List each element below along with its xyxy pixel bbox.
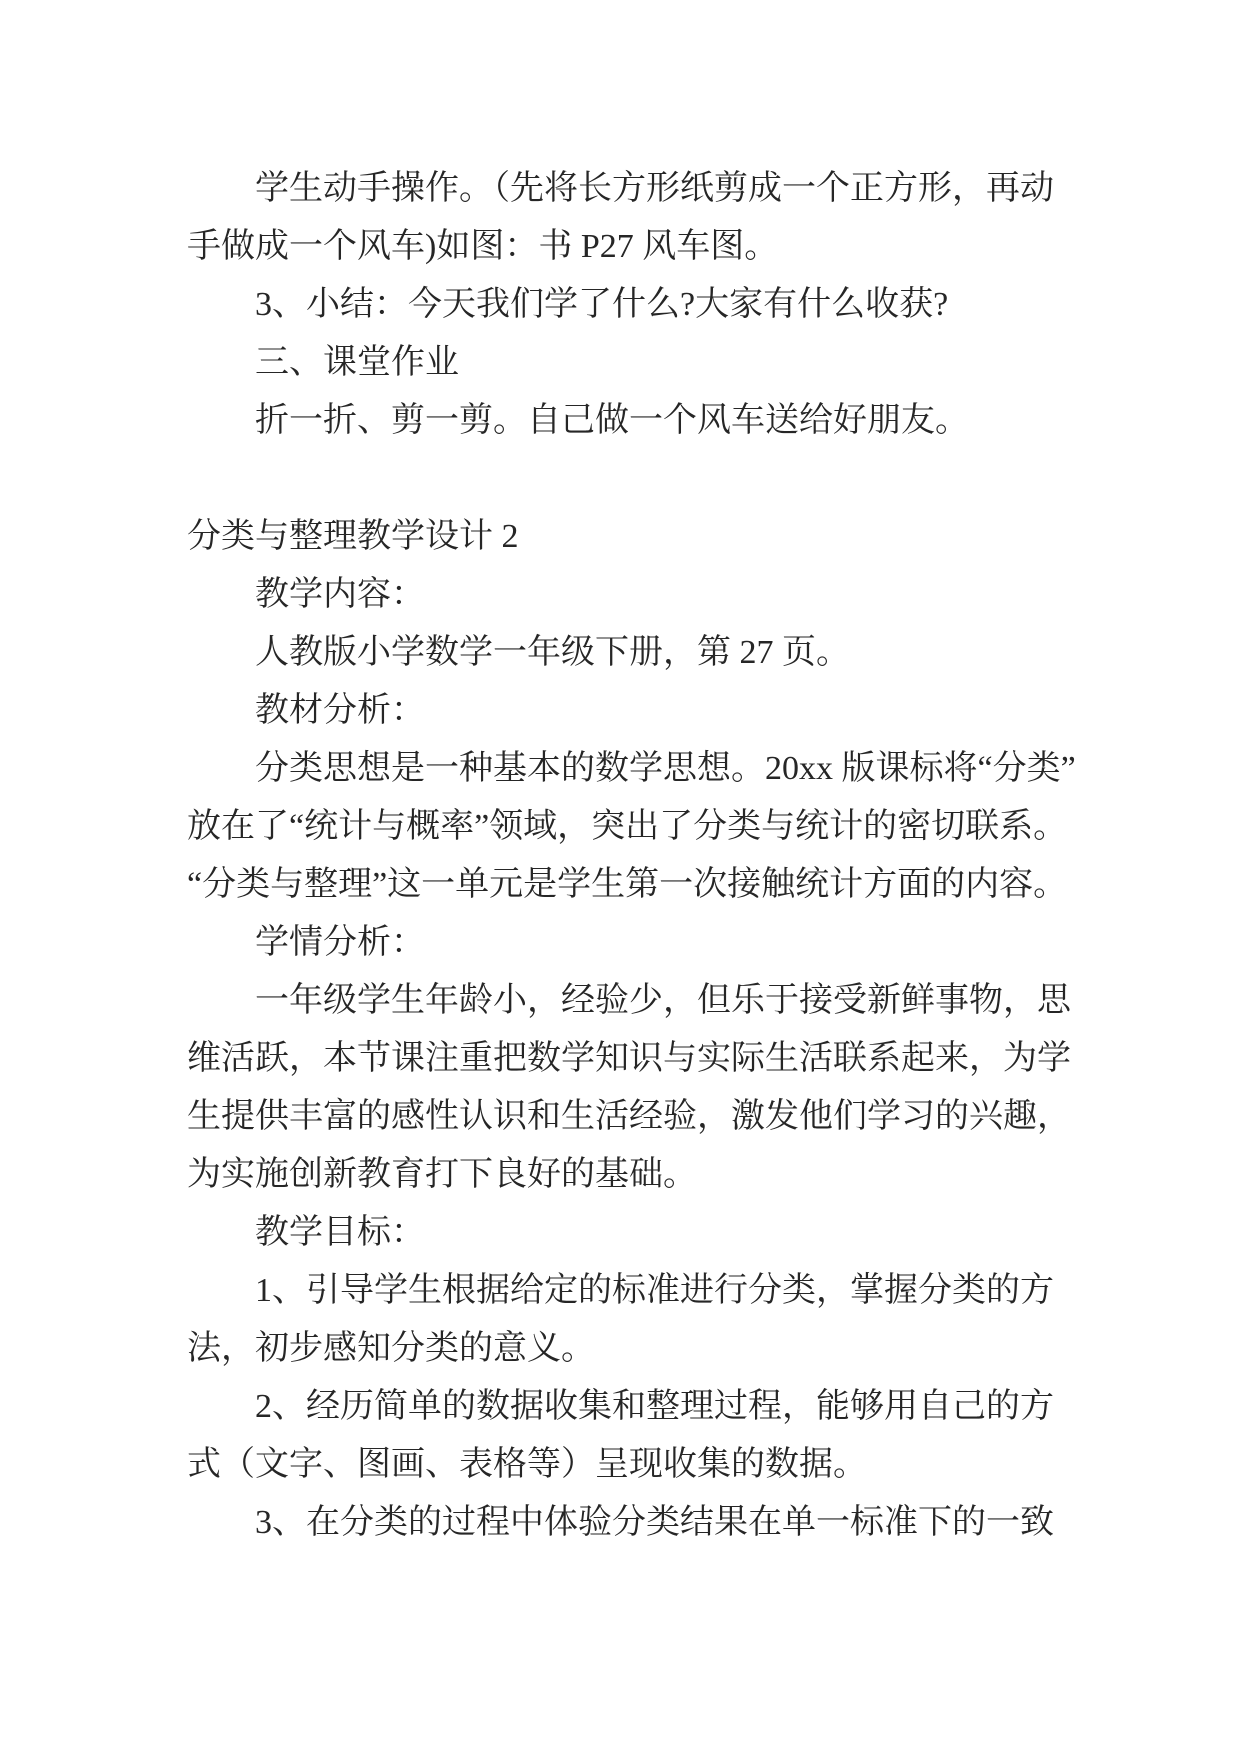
text-line: 分类思想是一种基本的数学思想。20xx 版课标将“分类” <box>255 750 1076 787</box>
text-line: 放在了“统计与概率”领域，突出了分类与统计的密切联系。 <box>187 808 1068 845</box>
document-text-block <box>187 160 1076 1552</box>
text-line: 教材分析： <box>255 692 425 729</box>
text-line: 折一折、剪一剪。自己做一个风车送给好朋友。 <box>255 402 969 439</box>
text-line: 维活跃，本节课注重把数学知识与实际生活联系起来，为学 <box>187 1040 1071 1077</box>
text-line: 人教版小学数学一年级下册，第 27 页。 <box>255 634 850 671</box>
text-line: 生提供丰富的感性认识和生活经验，激发他们学习的兴趣， <box>187 1098 1071 1135</box>
text-line: 3、小结：今天我们学了什么?大家有什么收获? <box>255 286 949 323</box>
text-line: 教学目标： <box>255 1214 425 1251</box>
text-line: 手做成一个风车)如图：书 P27 风车图。 <box>187 228 779 265</box>
text-line: 一年级学生年龄小，经验少，但乐于接受新鲜事物，思 <box>255 982 1071 1019</box>
text-line: 学情分析： <box>255 924 425 961</box>
text-line: 法，初步感知分类的意义。 <box>187 1330 595 1367</box>
text-line: 2、经历简单的数据收集和整理过程，能够用自己的方 <box>255 1388 1054 1425</box>
section-heading: 分类与整理教学设计 2 <box>187 518 519 555</box>
text-line: 教学内容： <box>255 576 425 613</box>
text-line: 学生动手操作。（先将长方形纸剪成一个正方形，再动 <box>255 170 1054 207</box>
text-line: 3、在分类的过程中体验分类结果在单一标准下的一致 <box>255 1504 1054 1541</box>
text-line: 为实施创新教育打下良好的基础。 <box>187 1156 697 1193</box>
blank-line <box>187 450 1057 508</box>
text-line: 三、课堂作业 <box>255 344 459 381</box>
text-line: “分类与整理”这一单元是学生第一次接触统计方面的内容。 <box>187 866 1068 903</box>
text-line: 式（文字、图画、表格等）呈现收集的数据。 <box>187 1446 867 1483</box>
text-line: 1、引导学生根据给定的标准进行分类，掌握分类的方 <box>255 1272 1054 1309</box>
